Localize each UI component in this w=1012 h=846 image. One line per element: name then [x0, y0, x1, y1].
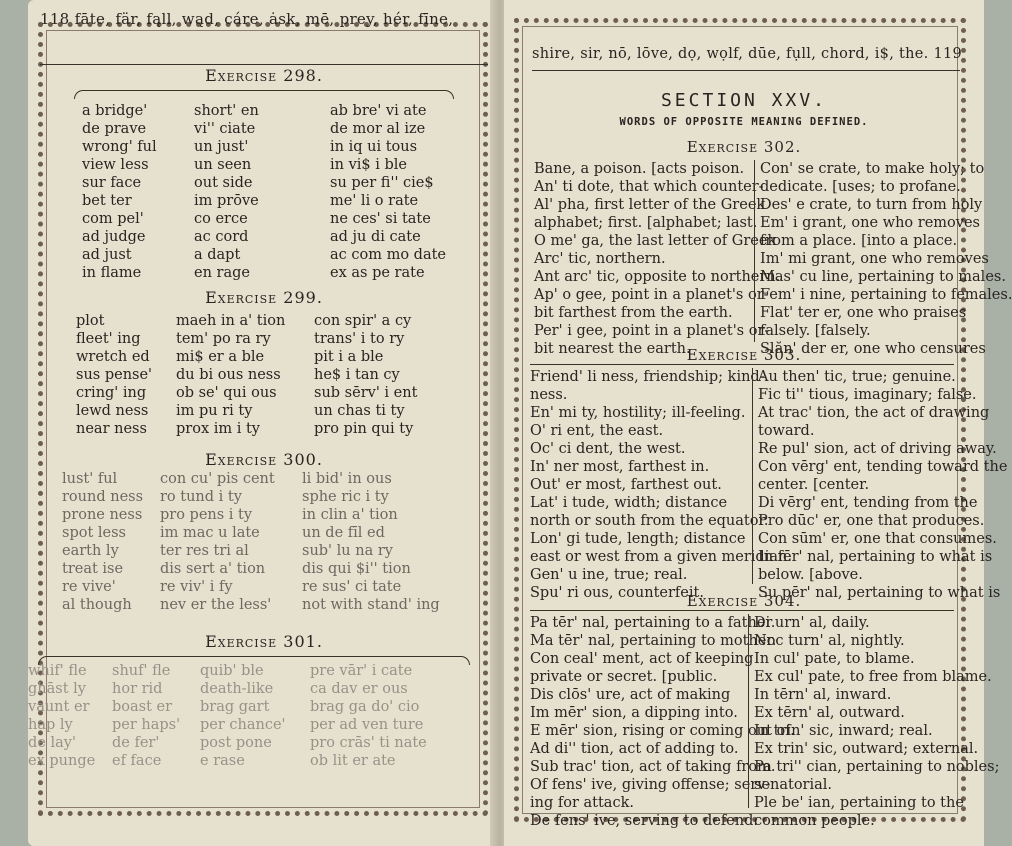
word-entry: hap ly	[28, 717, 73, 733]
word-entry: Con sūm' er, one that consumes.	[758, 531, 997, 547]
word-entry: vaunt er	[28, 699, 90, 715]
word-entry: e rase	[200, 753, 245, 769]
exercise-299-col-3	[314, 312, 417, 438]
word-entry: per ad ven ture	[310, 717, 424, 733]
word-entry: Fic ti'' tious, imaginary; false.	[758, 387, 977, 403]
word-entry: de lay'	[28, 735, 76, 751]
word-entry: Im' mi grant, one who removes	[760, 251, 989, 267]
word-entry: Dis clōs' ure, act of making	[530, 687, 731, 703]
exercise-300-col-1	[62, 470, 143, 614]
word-entry: co erce	[194, 211, 248, 227]
word-entry: ex as pe rate	[330, 265, 425, 281]
word-entry: Con' se crate, to make holy; to	[760, 161, 985, 177]
exercise-299-col-2	[176, 312, 285, 438]
exercise-304-title: Exercise 304.	[686, 592, 802, 610]
exercise-298-col-3	[330, 102, 446, 282]
word-entry: Su pēr' nal, pertaining to what is	[758, 585, 1001, 601]
word-entry: im mac u late	[160, 525, 260, 541]
word-entry: ac com mo date	[330, 247, 447, 263]
word-entry: im pu ri ty	[176, 403, 253, 419]
exercise-298-bracket	[74, 90, 454, 99]
word-entry: view less	[82, 157, 149, 173]
word-entry: Des' e crate, to turn from holy	[760, 197, 983, 213]
word-entry: un seen	[194, 157, 252, 173]
exercise-301-col-4	[310, 662, 427, 770]
exercise-298-col-2	[194, 102, 259, 282]
word-entry: Mas' cu line, pertaining to males.	[760, 269, 1006, 285]
word-entry: ob se' qui ous	[176, 385, 277, 401]
word-entry: ob lit er ate	[310, 753, 396, 769]
word-entry: falsely. [falsely.	[760, 323, 871, 339]
word-entry: ef face	[112, 753, 162, 769]
word-entry: dedicate. [uses; to profane.	[760, 179, 961, 195]
word-entry: Ex trin' sic, outward; external.	[754, 741, 979, 757]
word-entry: pro pens i ty	[160, 507, 253, 523]
word-entry: al though	[62, 597, 132, 613]
word-entry: ad ju di cate	[330, 229, 421, 245]
word-entry: un de fīl ed	[302, 525, 385, 541]
word-entry: Arc' tic, northern.	[534, 251, 666, 267]
word-entry: Of fens' ive, giving offense; serv-	[530, 777, 771, 793]
word-entry: toward.	[758, 423, 815, 439]
word-entry: ing for attack.	[530, 795, 634, 811]
word-entry: mi$ er a ble	[176, 349, 265, 365]
word-entry: Oc' ci dent, the west.	[530, 441, 686, 457]
exercise-303-rule	[530, 364, 954, 365]
word-entry: su per fi'' cie$	[330, 175, 434, 191]
word-entry: ca dav er ous	[310, 681, 408, 697]
word-entry: short' en	[194, 103, 259, 119]
word-entry: bet ter	[82, 193, 132, 209]
word-entry: O me' ga, the last letter of Greek	[534, 233, 777, 249]
word-entry: post pone	[200, 735, 272, 751]
word-entry: Noc turn' al, nightly.	[754, 633, 905, 649]
word-entry: ex punge	[28, 753, 96, 769]
word-entry: east or west from a given meridian.	[530, 549, 792, 565]
word-entry: Gen' u ine, true; real.	[530, 567, 688, 583]
word-entry: Sub trac' tion, act of taking from.	[530, 759, 776, 775]
exercise-304-divider	[748, 614, 749, 808]
word-entry: At trac' tion, the act of drawing	[758, 405, 990, 421]
exercise-300-col-2	[160, 470, 275, 614]
word-entry: pre vār' i cate	[310, 663, 413, 679]
section-subtitle: WORDS OF OPPOSITE MEANING DEFINED.	[619, 116, 869, 128]
word-entry: pro pin qui ty	[314, 421, 414, 437]
word-entry: Di vērg' ent, tending from the	[758, 495, 978, 511]
word-entry: Flat' ter er, one who praises	[760, 305, 967, 321]
word-entry: in vi$ i ble	[330, 157, 407, 173]
word-entry: In trin' sic, inward; real.	[754, 723, 933, 739]
word-entry: below. [above.	[758, 567, 863, 583]
exercise-301-col-3	[200, 662, 286, 770]
word-entry: dis qui $i'' tion	[302, 561, 411, 577]
word-entry: con cu' pis cent	[160, 471, 275, 487]
word-entry: tem' po ra ry	[176, 331, 271, 347]
word-entry: nev er the less'	[160, 597, 272, 613]
word-entry: a bridge'	[82, 103, 148, 119]
left-head-rule	[40, 64, 488, 65]
word-entry: cring' ing	[76, 385, 147, 401]
word-entry: in clin a' tion	[302, 507, 398, 523]
word-entry: ness.	[530, 387, 568, 403]
word-entry: Con ceal' ment, act of keeping	[530, 651, 754, 667]
exercise-299-title: Exercise 299.	[205, 288, 323, 307]
exercise-298-title: Exercise 298.	[205, 66, 323, 85]
word-entry: common people.	[754, 813, 875, 829]
word-entry: quib' ble	[200, 663, 264, 679]
word-entry: lewd ness	[76, 403, 149, 419]
word-entry: wrong' ful	[82, 139, 157, 155]
word-entry: un just'	[194, 139, 249, 155]
word-entry: Bane, a poison. [acts poison.	[534, 161, 745, 177]
word-entry: ab bre' vi ate	[330, 103, 427, 119]
word-entry: im prōve	[194, 193, 259, 209]
word-entry: senatorial.	[754, 777, 833, 793]
word-entry: bit nearest the earth.	[534, 341, 691, 357]
word-entry: en rage	[194, 265, 250, 281]
word-entry: lust' ful	[62, 471, 118, 487]
right-head-rule	[532, 70, 960, 71]
word-entry: Lat' i tude, width; distance	[530, 495, 728, 511]
word-entry: me' li o rate	[330, 193, 419, 209]
word-entry: Al' pha, first letter of the Greek	[534, 197, 766, 213]
word-entry: death-like	[200, 681, 274, 697]
word-entry: In tērn' al, inward.	[754, 687, 892, 703]
word-entry: boast er	[112, 699, 173, 715]
word-entry: ghāst ly	[28, 681, 86, 697]
word-entry: Fem' i nine, pertaining to females.	[760, 287, 1012, 303]
word-entry: De fens' ive, serving to defend.	[530, 813, 758, 829]
section-title: SECTION XXV.	[660, 90, 828, 111]
word-entry: Im mēr' sion, a dipping into.	[530, 705, 738, 721]
word-entry: In cul' pate, to blame.	[754, 651, 915, 667]
left-running-head: 118 fāte, fär, fąll, wąd, cáre, ȧsk, mē, prey, hér, fīne,	[40, 10, 454, 28]
word-entry: in flame	[82, 265, 142, 281]
word-entry: Friend' li ness, friendship; kind-	[530, 369, 765, 385]
word-entry: Pro dūc' er, one that produces.	[758, 513, 985, 529]
word-entry: private or secret. [public.	[530, 669, 718, 685]
word-entry: earth ly	[62, 543, 119, 559]
exercise-302-right-column	[760, 160, 1012, 358]
word-entry: Pa tri'' cian, pertaining to nobles;	[754, 759, 1000, 775]
word-entry: Per' i gee, point in a planet's or-	[534, 323, 770, 339]
word-entry: Spu' ri ous, counterfeit.	[530, 585, 704, 601]
word-entry: Slăn' der er, one who censures	[760, 341, 986, 357]
word-entry: Di urn' al, daily.	[754, 615, 870, 631]
word-entry: ro tund i ty	[160, 489, 242, 505]
word-entry: dis sert a' tion	[160, 561, 266, 577]
word-entry: li bid' in ous	[302, 471, 392, 487]
word-entry: alphabet; first. [alphabet; last.	[534, 215, 758, 231]
exercise-303-divider	[752, 368, 753, 584]
word-entry: Au then' tic, true; genuine.	[758, 369, 956, 385]
word-entry: north or south from the equator.	[530, 513, 769, 529]
word-entry: sphe ric i ty	[302, 489, 389, 505]
word-entry: In fēr' nal, pertaining to what is	[758, 549, 993, 565]
word-entry: ter res tri al	[160, 543, 249, 559]
word-entry: sus pense'	[76, 367, 153, 383]
word-entry: Re pul' sion, act of driving away.	[758, 441, 997, 457]
word-entry: vi'' ciate	[194, 121, 256, 137]
exercise-301-col-2	[112, 662, 180, 770]
word-entry: wretch ed	[76, 349, 150, 365]
word-entry: ac cord	[194, 229, 249, 245]
word-entry: trans' i to ry	[314, 331, 405, 347]
word-entry: Em' i grant, one who removes	[760, 215, 980, 231]
word-entry: Ple be' ian, pertaining to the	[754, 795, 964, 811]
word-entry: sub sērv' i ent	[314, 385, 418, 401]
word-entry: Ma tēr' nal, pertaining to mother.	[530, 633, 777, 649]
word-entry: spot less	[62, 525, 126, 541]
word-entry: ad just	[82, 247, 132, 263]
word-entry: re viv' i fy	[160, 579, 233, 595]
word-entry: per chance'	[200, 717, 286, 733]
exercise-303-right-column	[758, 368, 1007, 602]
word-entry: Ant arc' tic, opposite to northern.	[534, 269, 781, 285]
word-entry: Ap' o gee, point in a planet's or-	[534, 287, 769, 303]
word-entry: In' ner most, farthest in.	[530, 459, 710, 475]
exercise-301-title: Exercise 301.	[205, 632, 323, 651]
word-entry: Con vērg' ent, tending toward the	[758, 459, 1008, 475]
word-entry: Pa tēr' nal, pertaining to a father.	[530, 615, 776, 631]
word-entry: plot	[76, 313, 105, 329]
right-running-head: shire, sir, nō, lōve, dọ, wọlf, dūe, fụll, chord, i$, the. 119	[532, 46, 963, 62]
word-entry: center. [center.	[758, 477, 870, 493]
word-entry: brag gart	[200, 699, 270, 715]
exercise-300-title: Exercise 300.	[205, 450, 323, 469]
word-entry: near ness	[76, 421, 147, 437]
exercise-300-col-3	[302, 470, 440, 614]
word-entry: Ad di'' tion, act of adding to.	[530, 741, 739, 757]
exercise-301-col-1	[28, 662, 95, 770]
word-entry: re vive'	[62, 579, 116, 595]
exercise-302-divider	[754, 160, 755, 342]
word-entry: E mēr' sion, rising or coming out of.	[530, 723, 795, 739]
word-entry: brag ga do' cio	[310, 699, 420, 715]
word-entry: En' mi ty, hostility; ill-feeling.	[530, 405, 746, 421]
word-entry: bit farthest from the earth.	[534, 305, 733, 321]
word-entry: pit i a ble	[314, 349, 384, 365]
word-entry: out side	[194, 175, 253, 191]
exercise-299-col-1	[76, 312, 152, 438]
exercise-303-title: Exercise 303.	[686, 346, 802, 364]
word-entry: per haps'	[112, 717, 181, 733]
word-entry: sur face	[82, 175, 142, 191]
word-entry: con spir' a cy	[314, 313, 412, 329]
word-entry: prone ness	[62, 507, 143, 523]
word-entry: Ex cul' pate, to free from blame.	[754, 669, 992, 685]
word-entry: he$ i tan cy	[314, 367, 400, 383]
exercise-304-right-column	[754, 614, 999, 830]
right-page	[504, 0, 1012, 846]
word-entry: pro crās' ti nate	[310, 735, 427, 751]
word-entry: de mor al ize	[330, 121, 426, 137]
word-entry: a dapt	[194, 247, 241, 263]
word-entry: re sus' ci tate	[302, 579, 402, 595]
word-entry: shuf' fle	[112, 663, 171, 679]
word-entry: not with stand' ing	[302, 597, 440, 613]
left-page	[28, 0, 500, 846]
word-entry: from a place. [into a place.	[760, 233, 958, 249]
word-entry: un chas ti ty	[314, 403, 405, 419]
word-entry: treat ise	[62, 561, 124, 577]
word-entry: ad judge	[82, 229, 146, 245]
exercise-302-title: Exercise 302.	[686, 138, 802, 156]
word-entry: round ness	[62, 489, 144, 505]
word-entry: de prave	[82, 121, 147, 137]
word-entry: maeh in a' tion	[176, 313, 286, 329]
word-entry: whif' fle	[28, 663, 87, 679]
word-entry: de fer'	[112, 735, 160, 751]
exercise-298-col-1	[82, 102, 157, 282]
word-entry: sub' lu na ry	[302, 543, 393, 559]
word-entry: hor rid	[112, 681, 163, 697]
word-entry: Lon' gi tude, length; distance	[530, 531, 746, 547]
exercise-302-left-column	[534, 160, 780, 358]
word-entry: in iq ui tous	[330, 139, 418, 155]
word-entry: prox im i ty	[176, 421, 260, 437]
word-entry: An' ti dote, that which counter-	[534, 179, 764, 195]
word-entry: fleet' ing	[76, 331, 141, 347]
word-entry: du bi ous ness	[176, 367, 281, 383]
word-entry: com pel'	[82, 211, 144, 227]
word-entry: Out' er most, farthest out.	[530, 477, 722, 493]
word-entry: O' ri ent, the east.	[530, 423, 664, 439]
exercise-304-rule	[530, 610, 954, 611]
word-entry: Ex tērn' al, outward.	[754, 705, 905, 721]
word-entry: ne ces' si tate	[330, 211, 431, 227]
